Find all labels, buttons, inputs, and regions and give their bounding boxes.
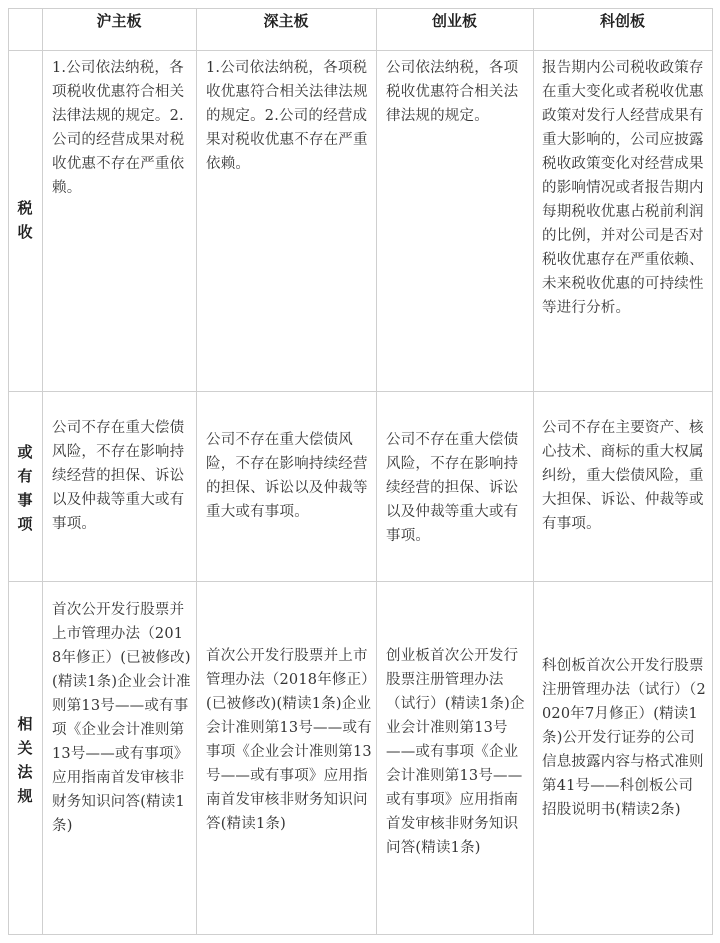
header-chinext: 创业板 — [431, 12, 477, 30]
row-divider — [8, 391, 713, 392]
column-divider — [376, 8, 377, 935]
cell-regulations-star: 科创板首次公开发行股票注册管理办法（试行）（2020年7月修正）(精读1条)公开发行证券的公司信息披露内容与格式准则第41号——科创板公司招股说明书(精读2条) — [542, 658, 706, 818]
row-label-regulations: 相关法规 — [17, 715, 33, 805]
cell-regulations-sz-main: 首次公开发行股票并上市管理办法（2018年修正）(已被修改)(精读1条)企业会计准则第13号——或有事项《企业会计准则第13号——或有事项》应用指南首发审核非财务知识问答(精读1条) — [206, 648, 372, 832]
table-border-top — [8, 8, 713, 9]
cell-contingency-sh-main: 公司不存在重大偿债风险，不存在影响持续经营的担保、诉讼以及仲裁等重大或有事项。 — [52, 420, 185, 532]
row-divider — [8, 581, 713, 582]
column-divider — [42, 8, 43, 935]
column-divider — [196, 8, 197, 935]
header-sz-main: 深主板 — [263, 12, 309, 30]
row-label-contingency: 或有事项 — [17, 443, 33, 533]
header-divider — [8, 50, 713, 51]
column-divider — [533, 8, 534, 935]
cell-contingency-star: 公司不存在主要资产、核心技术、商标的重大权属纠纷，重大偿债风险，重大担保、诉讼、仲裁等或有事项。 — [542, 420, 704, 532]
cell-contingency-sz-main: 公司不存在重大偿债风险，不存在影响持续经营的担保、诉讼以及仲裁等重大或有事项。 — [206, 432, 368, 520]
cell-tax-sz-main: 1.公司依法纳税，各项税收优惠符合相关法律法规的规定。2.公司的经营成果对税收优惠不存在严重依赖。 — [206, 60, 368, 172]
row-label-tax: 税收 — [17, 199, 33, 241]
table-border-bottom — [8, 934, 713, 935]
header-star: 科创板 — [599, 12, 645, 30]
cell-tax-star: 报告期内公司税收政策存在重大变化或者税收优惠政策对发行人经营成果有重大影响的，公司应披露税收政策变化对经营成果的影响情况或者报告期内每期税收优惠占税前利润的比例，并对公司是否对税收优惠存在严重依赖、未来税收优惠的可持续性等进行分析。 — [542, 60, 704, 316]
header-sh-main: 沪主板 — [96, 12, 142, 30]
table-border-right — [712, 8, 713, 935]
table-border-left — [8, 8, 9, 935]
cell-tax-chinext: 公司依法纳税，各项税收优惠符合相关法律法规的规定。 — [386, 60, 519, 124]
cell-contingency-chinext: 公司不存在重大偿债风险，不存在影响持续经营的担保、诉讼以及仲裁等重大或有事项。 — [386, 432, 519, 544]
cell-regulations-chinext: 创业板首次公开发行股票注册管理办法（试行）(精读1条)企业会计准则第13号——或有事项《企业会计准则第13号——或有事项》应用指南首发审核非财务知识问答(精读1条) — [386, 648, 525, 856]
cell-tax-sh-main: 1.公司依法纳税，各项税收优惠符合相关法律法规的规定。2.公司的经营成果对税收优惠不存在严重依赖。 — [52, 60, 185, 196]
cell-regulations-sh-main: 首次公开发行股票并上市管理办法（2018年修正）(已被修改)(精读1条)企业会计准则第13号——或有事项《企业会计准则第13号——或有事项》应用指南首发审核非财务知识问答(精读1条) — [52, 602, 191, 834]
